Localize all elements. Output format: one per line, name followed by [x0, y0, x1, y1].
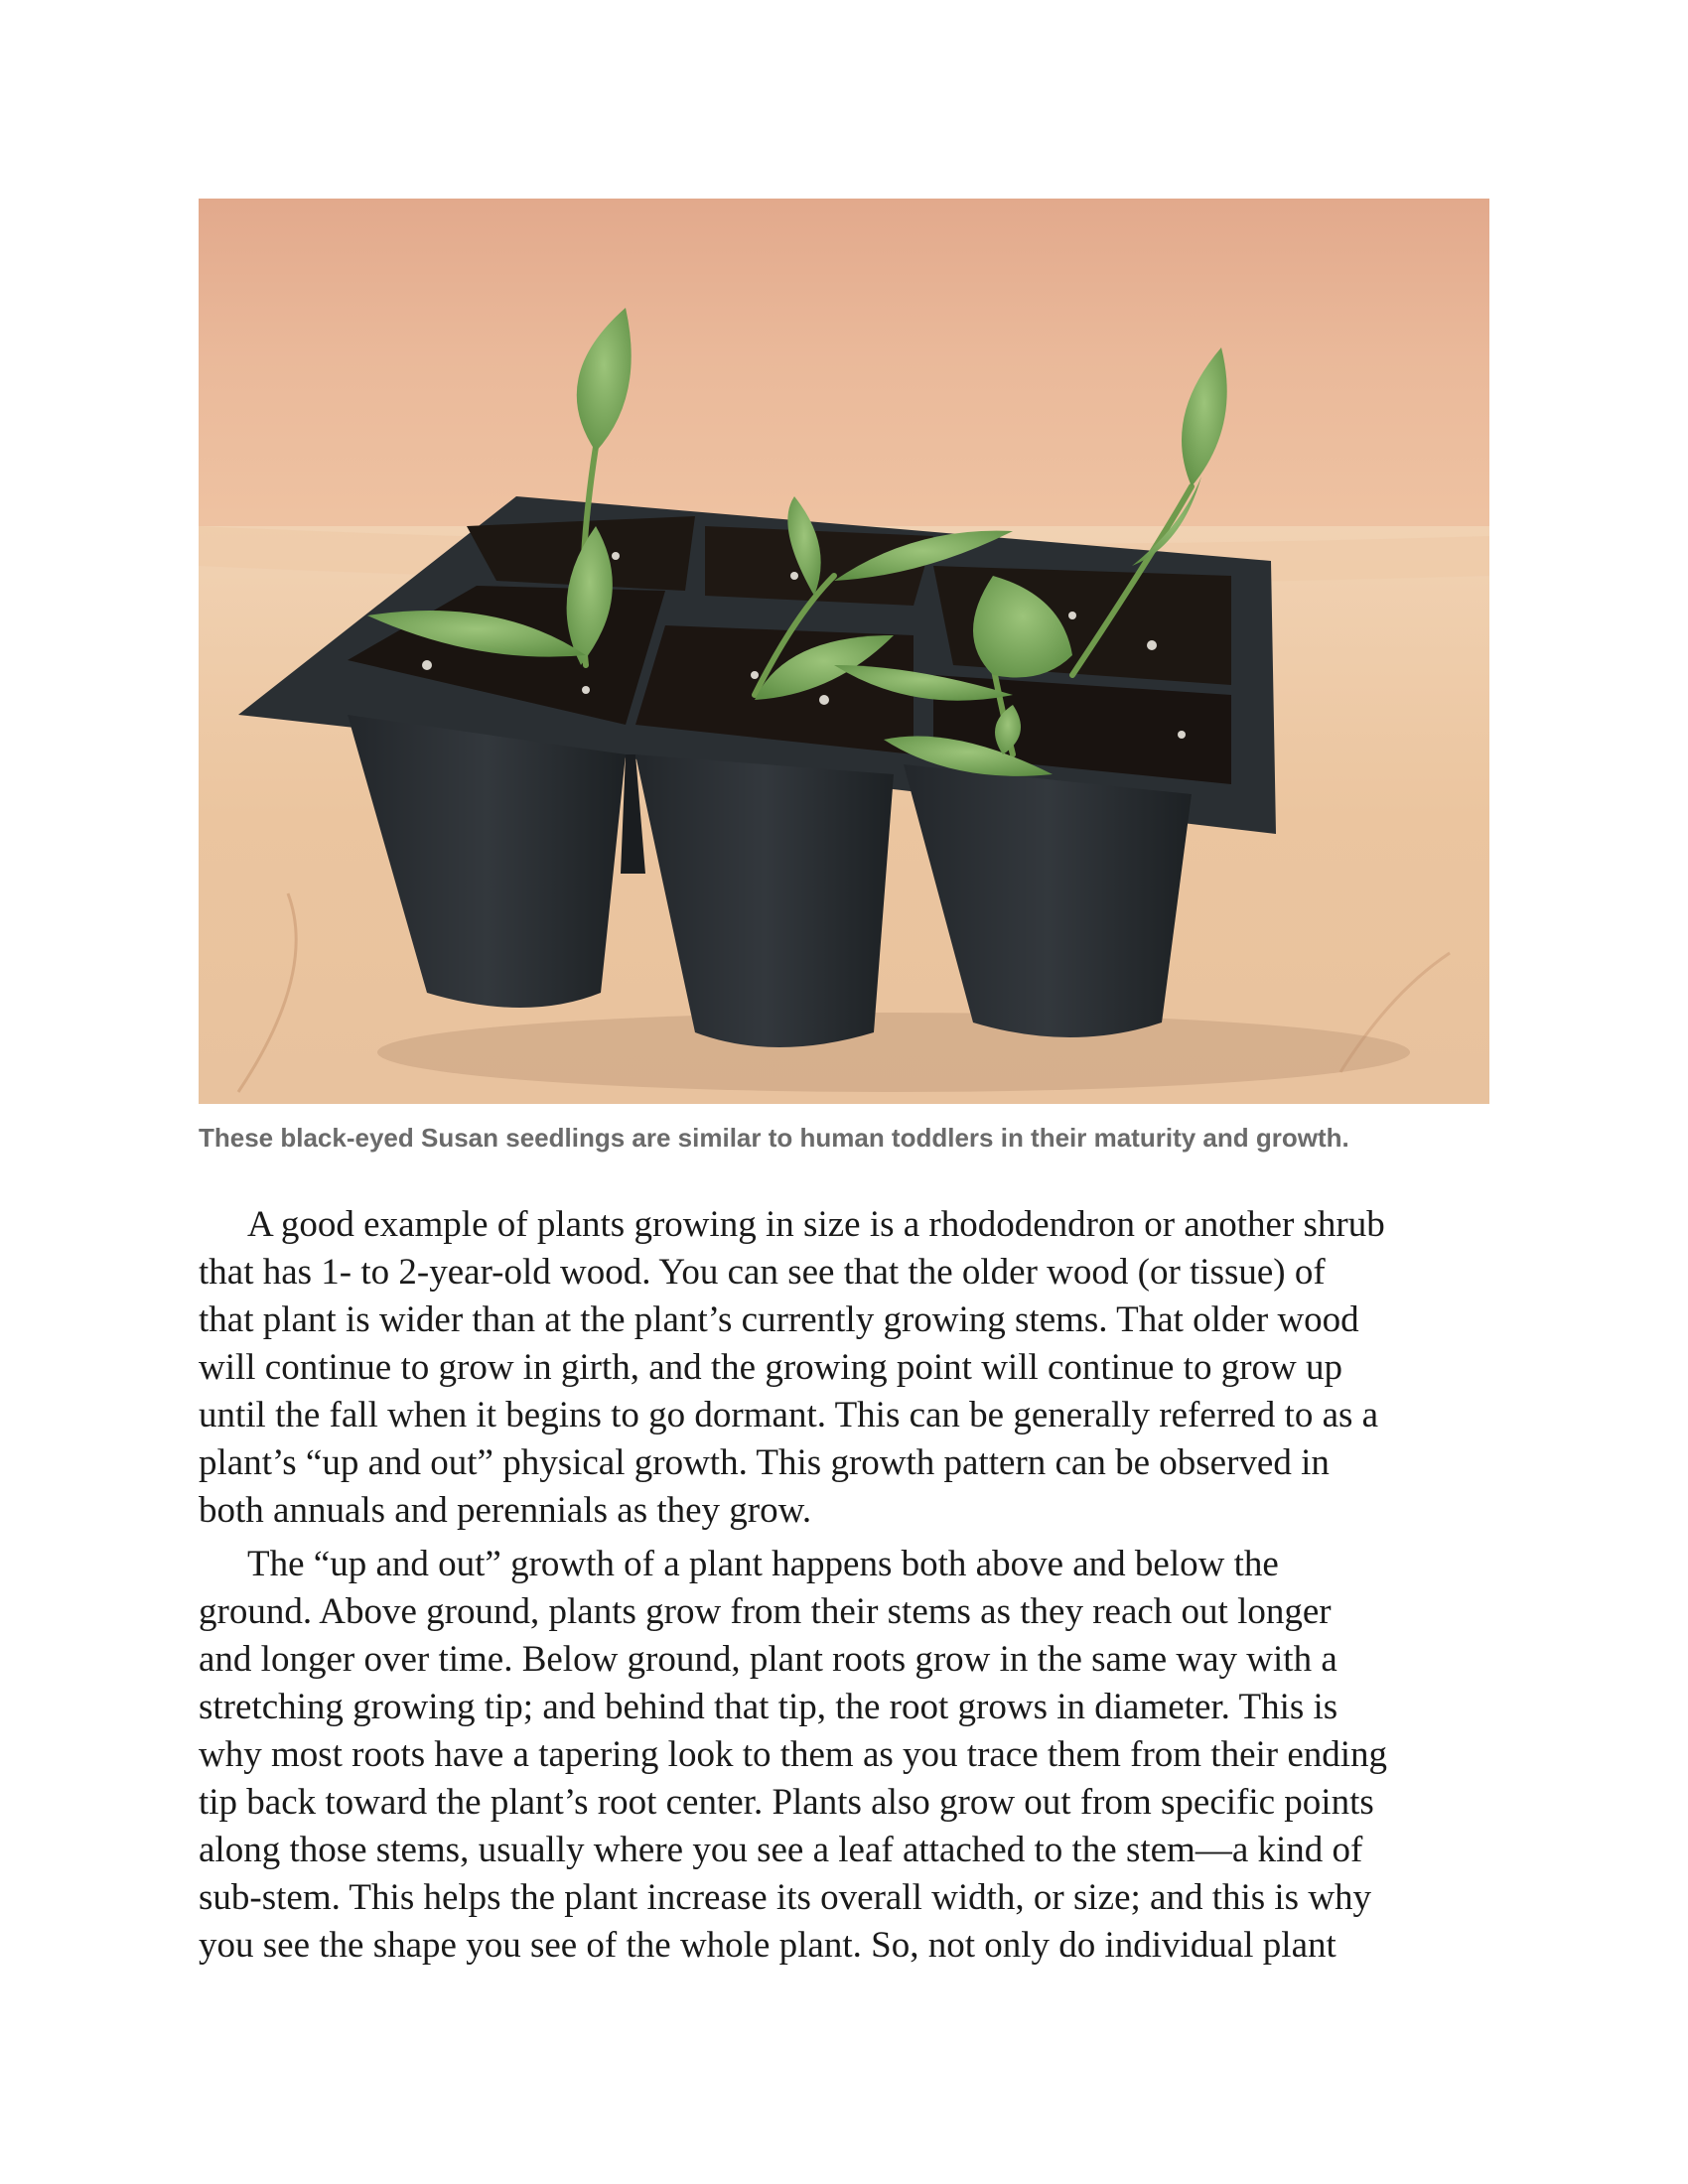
text-line: ground. Above ground, plants grow from their stems as they reach out longer: [199, 1591, 1332, 1632]
body-text: [199, 1201, 1489, 1976]
seedlings-photo: [199, 199, 1489, 1104]
text-line: plant’s “up and out” physical growth. This growth pattern can be observed in: [199, 1442, 1330, 1483]
text-line: will continue to grow in girth, and the growing point will continue to grow up: [199, 1347, 1342, 1388]
text-line: why most roots have a tapering look to them as you trace them from their ending: [199, 1734, 1388, 1775]
text-line: tip back toward the plant’s root center. Plants also grow out from specific points: [199, 1782, 1374, 1823]
text-line: A good example of plants growing in size is a rhododendron or another shrub: [247, 1204, 1385, 1245]
text-line: and longer over time. Below ground, plant roots grow in the same way with a: [199, 1639, 1337, 1680]
text-line: sub-stem. This helps the plant increase its overall width, or size; and this is why: [199, 1877, 1372, 1918]
seedlings-illustration: [199, 199, 1489, 1104]
text-line: both annuals and perennials as they grow.: [199, 1490, 812, 1531]
text-line: stretching growing tip; and behind that tip, the root grows in diameter. This is: [199, 1687, 1338, 1727]
text-line: along those stems, usually where you see a leaf attached to the stem—a kind of: [199, 1830, 1363, 1870]
text-line: that plant is wider than at the plant’s currently growing stems. That older wood: [199, 1299, 1359, 1340]
paragraph: [199, 1201, 1489, 1535]
text-line: you see the shape you see of the whole plant. So, not only do individual plant: [199, 1925, 1336, 1966]
text-line: until the fall when it begins to go dormant. This can be generally referred to as a: [199, 1395, 1379, 1435]
text-line: that has 1- to 2-year-old wood. You can see that the older wood (or tissue) of: [199, 1252, 1326, 1293]
paragraph: [199, 1541, 1489, 1970]
text-line: The “up and out” growth of a plant happens both above and below the: [247, 1544, 1279, 1584]
figure-caption: These black-eyed Susan seedlings are similar to human toddlers in their maturity and growth.: [199, 1123, 1349, 1153]
